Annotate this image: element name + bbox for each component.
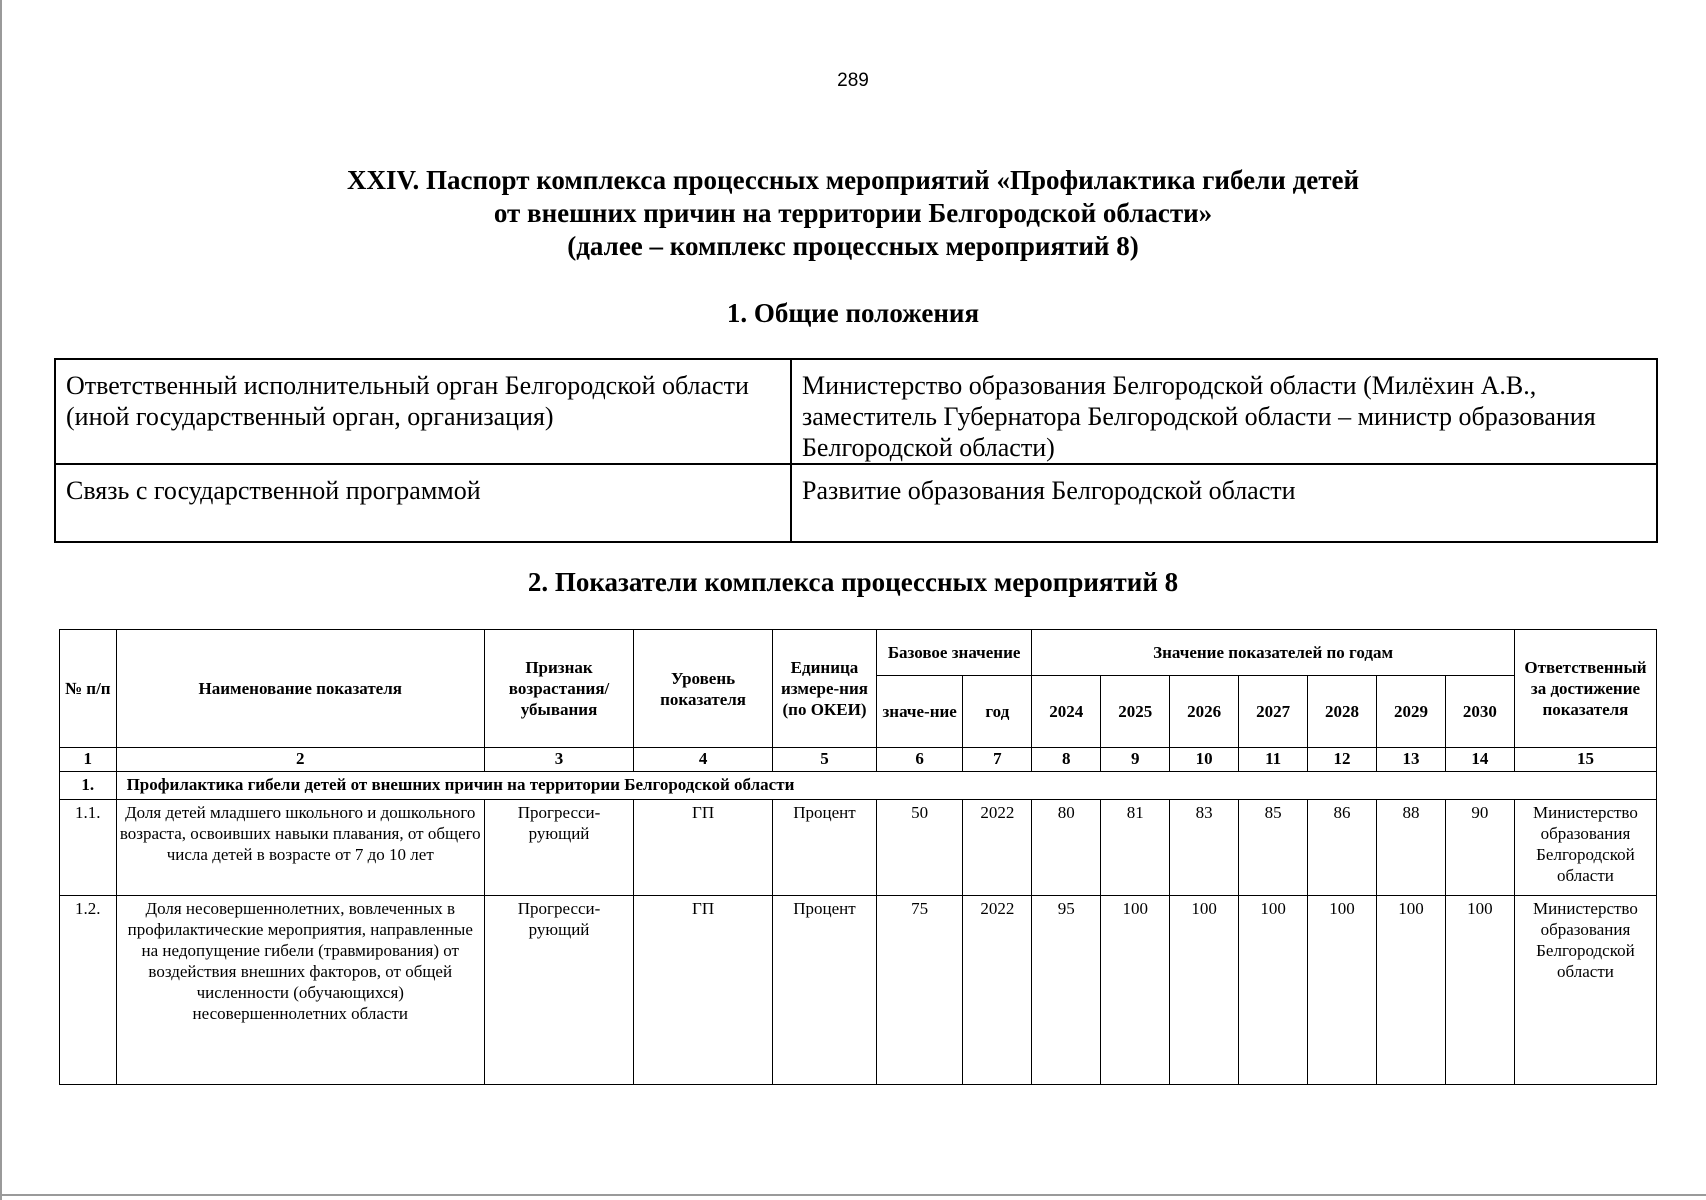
section-title: Профилактика гибели детей от внешних причин на территории Белгородской области — [116, 772, 1656, 800]
row-name: Доля детей младшего школьного и дошкольного возраста, освоивших навыки плавания, от общего числа детей в возрасте от 7 до 10 лет — [116, 800, 484, 896]
header-year: 2027 — [1239, 676, 1308, 748]
col-number: 1 — [60, 748, 117, 772]
header-sign: Признак возрастания/ убывания — [484, 630, 633, 748]
header-years-group: Значение показателей по годам — [1032, 630, 1515, 676]
section-num: 1. — [60, 772, 117, 800]
row-year-value: 100 — [1445, 896, 1514, 1085]
section1-heading: 1. Общие положения — [726, 298, 980, 328]
row-base-value: 50 — [876, 800, 962, 896]
row-responsible: Министерство образования Белгородской области — [1514, 896, 1656, 1085]
row-year-value: 85 — [1239, 800, 1308, 896]
general-value: Развитие образования Белгородской области — [791, 464, 1657, 542]
document-title — [250, 164, 1456, 263]
row-year-value: 80 — [1032, 800, 1101, 896]
col-number: 8 — [1032, 748, 1101, 772]
col-number: 13 — [1377, 748, 1446, 772]
general-label: Связь с государственной программой — [55, 464, 791, 542]
col-number: 14 — [1445, 748, 1514, 772]
header-year: 2025 — [1101, 676, 1170, 748]
col-number: 4 — [634, 748, 773, 772]
scan-left-edge — [0, 0, 2, 1200]
header-base-value: значе-ние — [876, 676, 962, 748]
row-unit: Процент — [773, 800, 877, 896]
header-unit: Единица измере-ния (по ОКЕИ) — [773, 630, 877, 748]
header-year: 2026 — [1170, 676, 1239, 748]
general-provisions-table — [54, 358, 1658, 543]
row-base-year: 2022 — [963, 800, 1032, 896]
row-sign: Прогресси-рующий — [484, 800, 633, 896]
header-year: 2024 — [1032, 676, 1101, 748]
general-label: Ответственный исполнительный орган Белгородской области (иной государственный орган, организация) — [55, 359, 791, 464]
row-num: 1.1. — [60, 800, 117, 896]
row-unit: Процент — [773, 896, 877, 1085]
column-number-row — [60, 748, 1657, 772]
row-year-value: 81 — [1101, 800, 1170, 896]
page-number: 289 — [837, 70, 869, 91]
row-year-value: 100 — [1170, 896, 1239, 1085]
col-number: 3 — [484, 748, 633, 772]
col-number: 9 — [1101, 748, 1170, 772]
col-number: 15 — [1514, 748, 1656, 772]
header-name: Наименование показателя — [116, 630, 484, 748]
row-year-value: 100 — [1377, 896, 1446, 1085]
table-row — [60, 896, 1657, 1085]
header-year: 2029 — [1377, 676, 1446, 748]
row-year-value: 95 — [1032, 896, 1101, 1085]
row-year-value: 100 — [1308, 896, 1377, 1085]
row-level: ГП — [634, 800, 773, 896]
table-row — [60, 800, 1657, 896]
row-base-value: 75 — [876, 896, 962, 1085]
col-number: 2 — [116, 748, 484, 772]
header-year: 2030 — [1445, 676, 1514, 748]
row-level: ГП — [634, 896, 773, 1085]
title-line: от внешних причин на территории Белгородской области» — [493, 198, 1213, 228]
header-row — [60, 630, 1657, 676]
header-base-year: год — [963, 676, 1032, 748]
header-level: Уровень показателя — [634, 630, 773, 748]
general-value: Министерство образования Белгородской области (Милёхин А.В., заместитель Губернатора Белгородской области – министр образования Белгородской области) — [791, 359, 1657, 464]
table-row — [55, 464, 1657, 542]
row-year-value: 100 — [1101, 896, 1170, 1085]
header-year: 2028 — [1308, 676, 1377, 748]
row-year-value: 88 — [1377, 800, 1446, 896]
header-responsible: Ответственный за достижение показателя — [1514, 630, 1656, 748]
col-number: 11 — [1239, 748, 1308, 772]
row-year-value: 90 — [1445, 800, 1514, 896]
scan-bottom-edge — [0, 1194, 1706, 1196]
row-responsible: Министерство образования Белгородской области — [1514, 800, 1656, 896]
col-number: 7 — [963, 748, 1032, 772]
col-number: 5 — [773, 748, 877, 772]
title-line: XXIV. Паспорт комплекса процессных мероприятий «Профилактика гибели детей — [346, 165, 1360, 195]
row-year-value: 100 — [1239, 896, 1308, 1085]
col-number: 10 — [1170, 748, 1239, 772]
title-line: (далее – комплекс процессных мероприятий 8) — [567, 231, 1139, 261]
row-sign: Прогресси-рующий — [484, 896, 633, 1085]
header-base: Базовое значение — [876, 630, 1031, 676]
row-base-year: 2022 — [963, 896, 1032, 1085]
section2-heading: 2. Показатели комплекса процессных мероприятий 8 — [527, 567, 1179, 597]
header-num: № п/п — [60, 630, 117, 748]
table-row — [55, 359, 1657, 464]
col-number: 6 — [876, 748, 962, 772]
row-year-value: 86 — [1308, 800, 1377, 896]
section-row — [60, 772, 1657, 800]
row-year-value: 83 — [1170, 800, 1239, 896]
col-number: 12 — [1308, 748, 1377, 772]
row-num: 1.2. — [60, 896, 117, 1085]
row-name: Доля несовершеннолетних, вовлеченных в профилактические мероприятия, направленные на недопущение гибели (травмирования) от воздействия внешних факторов, от общей численности (обучающихся) несовершеннолетних области — [116, 896, 484, 1085]
indicators-table — [59, 629, 1657, 1085]
